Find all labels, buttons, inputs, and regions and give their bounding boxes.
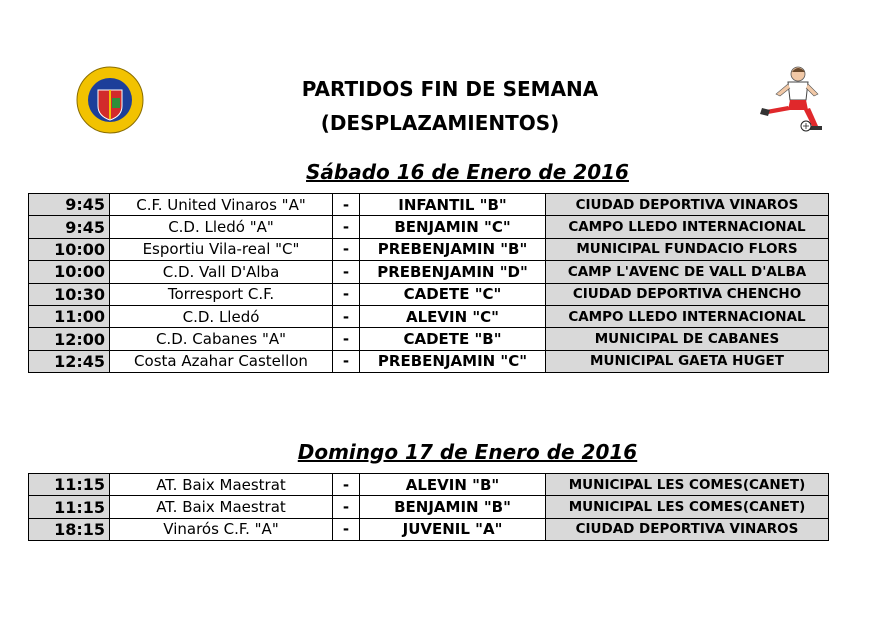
home-club: C.D. Lledó: [110, 305, 333, 327]
day-heading-sunday: Domingo 17 de Enero de 2016: [297, 440, 638, 464]
venue: CIUDAD DEPORTIVA VINAROS: [546, 194, 829, 216]
day-heading-saturday: Sábado 16 de Enero de 2016: [306, 160, 629, 184]
separator: -: [333, 238, 360, 260]
separator: -: [333, 350, 360, 372]
match-time: 9:45: [29, 194, 110, 216]
venue: CIUDAD DEPORTIVA CHENCHO: [546, 283, 829, 305]
venue: CAMPO LLEDO INTERNACIONAL: [546, 216, 829, 238]
separator: -: [333, 216, 360, 238]
match-row: [29, 328, 829, 350]
match-row: [29, 283, 829, 305]
separator: -: [333, 305, 360, 327]
home-club: C.F. United Vinaros "A": [110, 194, 333, 216]
away-team: PREBENJAMIN "D": [360, 261, 546, 283]
separator: -: [333, 518, 360, 540]
match-row: [29, 216, 829, 238]
match-time: 10:30: [29, 283, 110, 305]
home-club: Vinarós C.F. "A": [110, 518, 333, 540]
venue: MUNICIPAL LES COMES(CANET): [546, 474, 829, 496]
venue: MUNICIPAL LES COMES(CANET): [546, 496, 829, 518]
page-title: PARTIDOS FIN DE SEMANA: [301, 77, 599, 101]
away-team: BENJAMIN "B": [360, 496, 546, 518]
match-time: 18:15: [29, 518, 110, 540]
away-team: CADETE "B": [360, 328, 546, 350]
home-club: C.D. Vall D'Alba: [110, 261, 333, 283]
club-logo: [76, 66, 144, 134]
sunday-matches-table: [28, 473, 829, 541]
separator: -: [333, 474, 360, 496]
separator: -: [333, 261, 360, 283]
match-row: [29, 305, 829, 327]
home-club: Esportiu Vila-real "C": [110, 238, 333, 260]
venue: CAMP L'AVENC DE VALL D'ALBA: [546, 261, 829, 283]
match-time: 11:15: [29, 474, 110, 496]
match-time: 12:00: [29, 328, 110, 350]
match-time: 11:00: [29, 305, 110, 327]
away-team: BENJAMIN "C": [360, 216, 546, 238]
away-team: PREBENJAMIN "B": [360, 238, 546, 260]
separator: -: [333, 194, 360, 216]
match-row: [29, 496, 829, 518]
page-subtitle: (DESPLAZAMIENTOS): [320, 111, 560, 135]
venue: MUNICIPAL FUNDACIO FLORS: [546, 238, 829, 260]
separator: -: [333, 496, 360, 518]
away-team: JUVENIL "A": [360, 518, 546, 540]
home-club: AT. Baix Maestrat: [110, 474, 333, 496]
home-club: Torresport C.F.: [110, 283, 333, 305]
match-time: 12:45: [29, 350, 110, 372]
match-time: 11:15: [29, 496, 110, 518]
match-row: [29, 261, 829, 283]
venue: MUNICIPAL GAETA HUGET: [546, 350, 829, 372]
match-row: [29, 194, 829, 216]
home-club: AT. Baix Maestrat: [110, 496, 333, 518]
separator: -: [333, 283, 360, 305]
away-team: PREBENJAMIN "C": [360, 350, 546, 372]
soccer-player-icon: [752, 64, 830, 134]
match-time: 9:45: [29, 216, 110, 238]
away-team: ALEVIN "B": [360, 474, 546, 496]
venue: MUNICIPAL DE CABANES: [546, 328, 829, 350]
match-time: 10:00: [29, 238, 110, 260]
match-row: [29, 474, 829, 496]
saturday-matches-table: [28, 193, 829, 373]
match-row: [29, 350, 829, 372]
match-row: [29, 518, 829, 540]
home-club: C.D. Cabanes "A": [110, 328, 333, 350]
home-club: Costa Azahar Castellon: [110, 350, 333, 372]
separator: -: [333, 328, 360, 350]
away-team: CADETE "C": [360, 283, 546, 305]
match-time: 10:00: [29, 261, 110, 283]
venue: CAMPO LLEDO INTERNACIONAL: [546, 305, 829, 327]
home-club: C.D. Lledó "A": [110, 216, 333, 238]
away-team: INFANTIL "B": [360, 194, 546, 216]
match-row: [29, 238, 829, 260]
away-team: ALEVIN "C": [360, 305, 546, 327]
venue: CIUDAD DEPORTIVA VINAROS: [546, 518, 829, 540]
